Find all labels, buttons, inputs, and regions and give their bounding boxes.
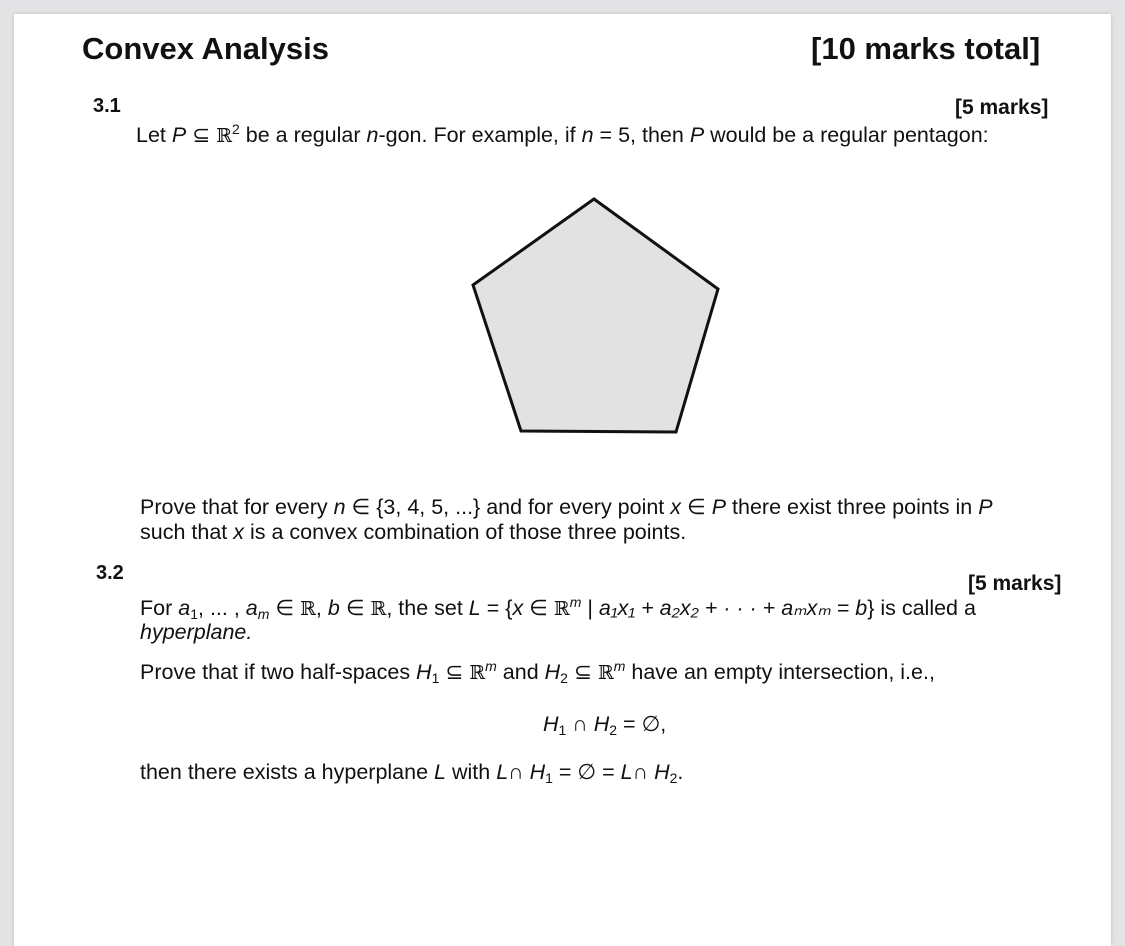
total-marks: [10 marks total] xyxy=(811,31,1041,66)
question-3-2-prove: Prove that if two half-spaces $H_1$ ⊆ ℝ$^m$ and $H_2$ ⊆ ℝ$^m$ have an empty intersection, i.e., xyxy=(140,658,935,686)
question-number-3-1: 3.1 xyxy=(93,95,121,117)
question-3-1-marks: [5 marks] xyxy=(955,96,1049,119)
question-3-1-prove-line2: such that x is a convex combination of those three points. xyxy=(140,520,687,544)
question-number-3-2: 3.2 xyxy=(96,562,124,584)
question-3-1-intro: Let P ⊆ ℝ$^2$ be a regular n-gon. For example, if n = 5, then P would be a regular pentagon: xyxy=(136,121,989,147)
question-3-1-prove: Prove that for every n ∈ {3, 4, 5, ...} and for every point x ∈ P there exist three points in P xyxy=(140,495,993,519)
hyperplane-definition: For $a_1$, ... , $a_m$ ∈ ℝ, b ∈ ℝ, the set L = {x ∈ ℝ$^m$ | a₁x₁ + a₂x₂ + · · · + aₘxₘ = b} is called a xyxy=(140,594,976,622)
hyperplane-term: hyperplane. xyxy=(140,620,253,644)
regular-pentagon xyxy=(473,199,718,432)
question-3-2-conclusion: then there exists a hyperplane L with L∩ $H_1$ = ∅ = L∩ $H_2$. xyxy=(140,760,684,786)
section-title: Convex Analysis xyxy=(82,31,329,66)
question-3-2-marks: [5 marks] xyxy=(968,572,1062,595)
empty-intersection-equation: $H_1$ ∩ $H_2$ = ∅, xyxy=(543,712,667,738)
